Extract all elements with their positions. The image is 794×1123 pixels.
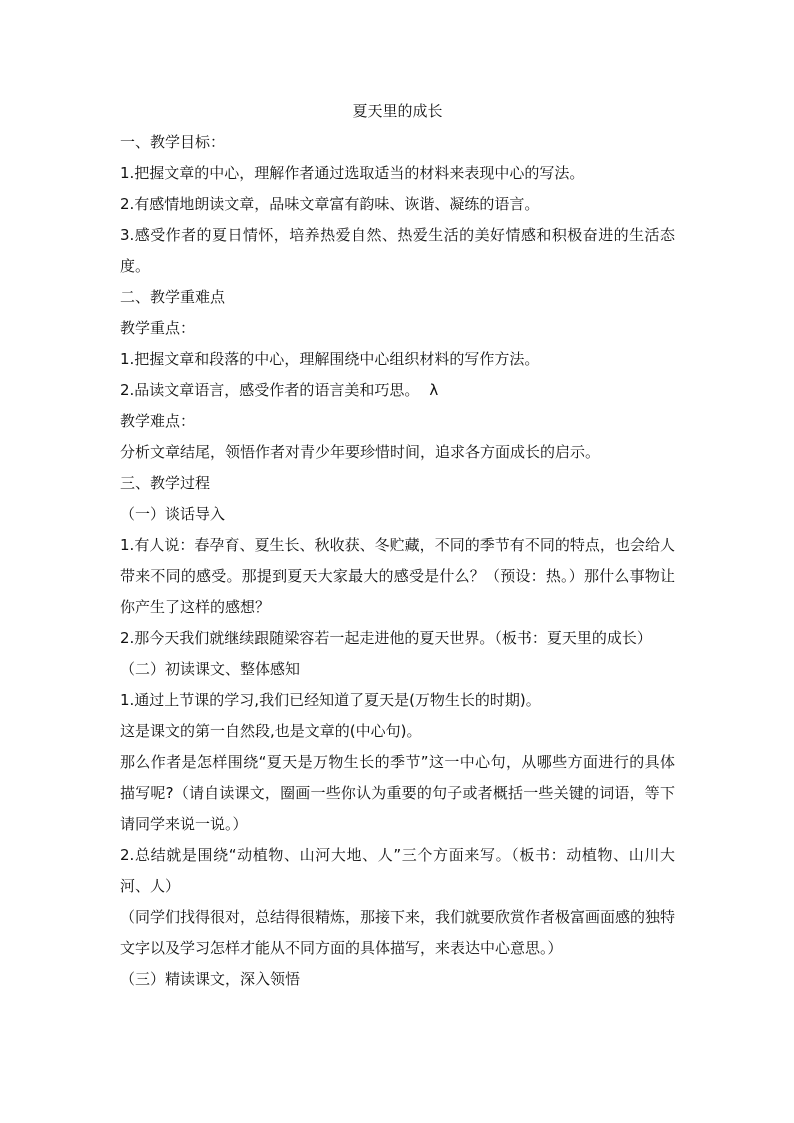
document-page (120, 96, 675, 995)
part-heading-close-reading: （三）精读课文，深入领悟 (120, 970, 301, 988)
teaching-goal-2: 2.有感情地朗读文章，品味文章富有韵味、诙谐、凝练的语言。 (120, 195, 540, 213)
first-reading-paragraph-5: （同学们找得很对，总结得很精炼，那接下来，我们就要欣赏作者极富画面感的独特文字以及学习怎样才能从不同方面的具体描写，来表达中心意思。） (120, 908, 676, 957)
first-reading-paragraph-1: 1.通过上节课的学习,我们已经知道了夏天是(万物生长的时期)。 (120, 691, 541, 709)
introduction-paragraph-2: 2.那今天我们就继续跟随梁容若一起走进他的夏天世界。（板书：夏天里的成长） (120, 629, 652, 647)
first-reading-paragraph-4: 2.总结就是围绕“动植物、山河大地、人”三个方面来写。（板书：动植物、山川大河、人） (120, 846, 675, 895)
teaching-goal-1: 1.把握文章的中心，理解作者通过选取适当的材料来表现中心的写法。 (120, 164, 585, 182)
part-heading-first-reading: （二）初读课文、整体感知 (120, 660, 301, 678)
lambda-mark: λ (429, 381, 439, 399)
difficulty-point: 分析文章结尾，领悟作者对青少年要珍惜时间，追求各方面成长的启示。 (120, 443, 601, 461)
first-reading-paragraph-2: 这是课文的第一自然段,也是文章的(中心句)。 (120, 722, 422, 740)
introduction-paragraph-1: 1.有人说：春孕育、夏生长、秋收获、冬贮藏，不同的季节有不同的特点，也会给人带来不同的感受。那提到夏天大家最大的感受是什么？（预设：热。）那什么事物让你产生了这样的感想？ (120, 536, 675, 616)
section-heading-teaching-goals: 一、教学目标： (120, 133, 226, 151)
focus-point-1: 1.把握文章和段落的中心，理解围绕中心组织材料的写作方法。 (120, 350, 540, 368)
first-reading-paragraph-3: 那么作者是怎样围绕“夏天是万物生长的季节”这一中心句，从哪些方面进行的具体描写呢?（请自读课文，圈画一些你认为重要的句子或者概括一些关键的词语，等下请同学来说一说。） (120, 753, 675, 833)
focus-point-2 (120, 375, 675, 406)
focus-point-2-text: 2.品读文章语言，感受作者的语言美和巧思。 (120, 381, 420, 399)
section-heading-key-points: 二、教学重难点 (120, 288, 226, 306)
difficulty-label: 教学难点： (120, 412, 196, 430)
document-title: 夏天里的成长 (352, 102, 443, 120)
focus-label: 教学重点： (120, 319, 196, 337)
teaching-goal-3: 3.感受作者的夏日情怀，培养热爱自然、热爱生活的美好情感和积极奋进的生活态度。 (120, 226, 675, 275)
section-heading-teaching-process: 三、教学过程 (120, 474, 211, 492)
part-heading-introduction: （一）谈话导入 (120, 505, 226, 523)
